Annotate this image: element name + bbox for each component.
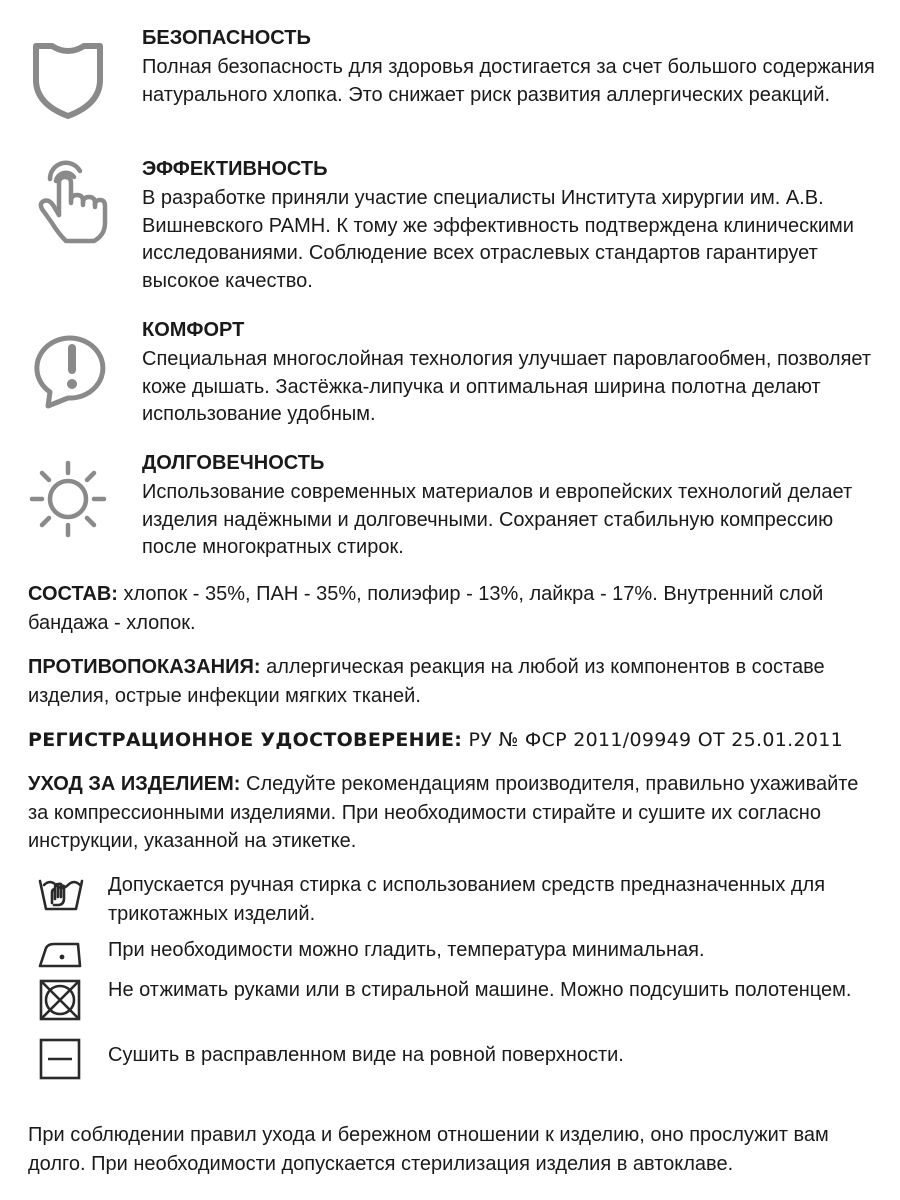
- feature-title: ЭФФЕКТИВНОСТЬ: [142, 158, 328, 180]
- exclamation-speech-bubble-icon: [28, 330, 118, 420]
- feature-description: В разработке приняли участие специалисты Института хирургии им. А.В. Вишневского РАМН. К тому же эффективность подтверждена клиническими исследованиями. Соблюдение всех отраслевых стандартов гарантирует высокое качество.: [142, 187, 854, 292]
- feature-title: КОМФОРТ: [142, 319, 245, 341]
- footer-note: При соблюдении правил ухода и бережном отношении к изделию, оно прослужит вам долго. При необходимости допускается стерилизация изделия в автоклаве.: [28, 1124, 829, 1175]
- feature-description: Специальная многослойная технология улучшает паровлагообмен, позволяет коже дышать. Застёжка-липучка и оптимальная ширина полотна делают использование удобным.: [142, 348, 872, 425]
- care-item-text: Не отжимать руками или в стиральной машине. Можно подсушить полотенцем.: [108, 979, 852, 1001]
- registration-text: РУ № ФСР 2011/09949 ОТ 25.01.2011: [462, 729, 844, 751]
- composition-text: хлопок - 35%, ПАН - 35%, полиэфир - 13%, лайкра - 17%. Внутренний слой бандажа - хлопок.: [28, 583, 824, 634]
- contraindications-text: аллергическая реакция на любой из компонентов в составе изделия, острые инфекции мягких тканей.: [28, 656, 825, 707]
- composition: [28, 580, 878, 637]
- feature-description: Полная безопасность для здоровья достигается за счет большого содержания натурального хлопка. Это снижает риск развития аллергических реакций.: [142, 56, 875, 106]
- care-instructions: [28, 770, 878, 856]
- care-item-text: Допускается ручная стирка с использованием средств предназначенных для трикотажных изделий.: [108, 874, 826, 925]
- care-label: УХОД ЗА ИЗДЕЛИЕМ:: [28, 773, 241, 795]
- shield-icon: [28, 40, 118, 130]
- composition-label: СОСТАВ:: [28, 583, 118, 605]
- sun-icon: [28, 459, 118, 549]
- feature-description: Использование современных материалов и европейских технологий делает изделия надёжными и долговечными. Сохраняет стабильную компрессию после многократных стирок.: [142, 481, 853, 558]
- hand-pointer-icon: [28, 157, 118, 247]
- registration-label: РЕГИСТРАЦИОННОЕ УДОСТОВЕРЕНИЕ:: [28, 729, 463, 751]
- contraindications: [28, 653, 878, 710]
- hand-wash-icon: [38, 873, 84, 919]
- feature-title: ДОЛГОВЕЧНОСТЬ: [142, 452, 325, 474]
- care-item-text: При необходимости можно гладить, температура минимальная.: [108, 939, 705, 961]
- care-item-text: Сушить в расправленном виде на ровной поверхности.: [108, 1044, 624, 1066]
- feature-title: БЕЗОПАСНОСТЬ: [142, 27, 311, 49]
- care-text: Следуйте рекомендациям производителя, правильно ухаживайте за компрессионными изделиями. При необходимости стирайте и сушите их согласно инструкции, указанной на этикетке.: [28, 773, 859, 852]
- do-not-tumble-dry-icon: [38, 978, 84, 1024]
- contraindications-label: ПРОТИВОПОКАЗАНИЯ:: [28, 656, 261, 678]
- dry-flat-icon: [38, 1037, 84, 1083]
- registration: [28, 726, 878, 755]
